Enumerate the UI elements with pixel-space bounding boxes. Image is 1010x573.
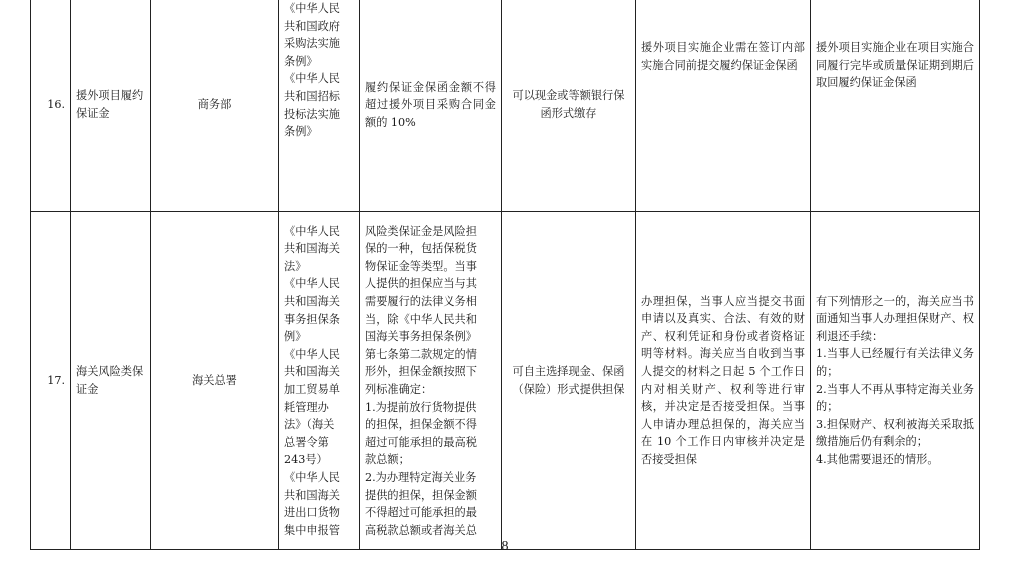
- amount-line: 人提供的担保应当与其: [365, 277, 477, 291]
- amount-line: 当，除《中华人民共和: [365, 312, 477, 326]
- legal-basis-line: 《中华人民: [284, 72, 340, 86]
- payment-form: 可自主选择现金、保函（保险）形式提供担保: [502, 212, 636, 550]
- amount-line: 物保证金等类型。当事: [365, 259, 477, 273]
- legal-basis-line: 共和国政府: [284, 19, 340, 33]
- amount-line: 不得超过可能承担的最: [365, 506, 477, 520]
- procedure: 办理担保，当事人应当提交书面申请以及真实、合法、有效的财产、权利凭证和身份或者资格证明等材料。海关应当自收到当事人提交的材料之日起 5 个工作日内对相关财产、权利等进行审核，并决定是否接受担保。当事人申请办理总担保的，海关应当在 10 个工作日内审核并决定是否接受担保: [636, 212, 811, 550]
- legal-basis-line: 集中申报管: [284, 523, 340, 537]
- amount-line: 形外，担保金额按照下: [365, 365, 477, 379]
- amount-line: 2.为办理特定海关业务: [365, 470, 477, 484]
- legal-basis-line: 共和国海关: [284, 488, 340, 502]
- amount-line: 需要履行的法律义务相: [365, 295, 477, 309]
- amount-line: 第七条第二款规定的情: [365, 347, 477, 361]
- legal-basis-line: 共和国海关: [284, 242, 340, 256]
- legal-basis-line: 《中华人民: [284, 347, 340, 361]
- legal-basis-line: 《中华人民: [284, 277, 340, 291]
- return-line: 1.当事人已经履行有关法律义务的；: [816, 347, 974, 378]
- amount-line: 列标准确定：: [365, 383, 433, 396]
- page-number: 8: [501, 539, 509, 554]
- table-row: [31, 212, 980, 550]
- legal-basis-line: 加工贸易单: [284, 383, 340, 396]
- amount-line: 的担保，担保金额不得: [365, 418, 477, 432]
- return-procedure: [811, 212, 980, 550]
- amount-standard: 履约保证金保函金额不得超过援外项目采购合同金额的 10%: [360, 0, 502, 212]
- return-line: 4.其他需要退还的情形。: [816, 452, 939, 466]
- legal-basis-line: 《中华人民: [284, 470, 340, 484]
- legal-basis-line: 条例》: [284, 125, 318, 139]
- guarantee-deposit-table: [30, 0, 980, 550]
- amount-line: 1.为提前放行货物提供: [365, 400, 477, 414]
- legal-basis-line: 共和国海关: [284, 365, 340, 379]
- legal-basis-line: 投标法实施: [284, 107, 340, 121]
- legal-basis-line: 《中华人民: [284, 2, 340, 15]
- return-procedure: 援外项目实施企业在项目实施合同履行完毕或质量保证期到期后取回履约保证金保函: [811, 0, 980, 212]
- row-number: 16.: [31, 0, 71, 212]
- legal-basis-line: 法》: [284, 259, 307, 273]
- legal-basis-line: 总署令第: [284, 435, 329, 449]
- legal-basis-line: 进出口货物: [284, 506, 340, 520]
- amount-line: 保的一种，包括保税货: [365, 242, 477, 256]
- legal-basis-line: 法》（海关: [284, 418, 335, 432]
- return-line: 有下列情形之一的，海关应当书面通知当事人办理担保财产、权利退还手续：: [816, 294, 974, 343]
- amount-line: 国海关事务担保条例》: [365, 330, 477, 344]
- amount-line: 超过可能承担的最高税: [365, 435, 477, 449]
- department: 商务部: [151, 0, 279, 212]
- amount-line: 高税款总额或者海关总: [365, 523, 477, 537]
- procedure: 援外项目实施企业需在签订内部实施合同前提交履约保证金保函: [636, 0, 811, 212]
- amount-line: 款总额；: [365, 453, 410, 467]
- legal-basis-line: 采购法实施: [284, 37, 340, 51]
- deposit-name: 海关风险类保证金: [71, 212, 151, 550]
- row-number: 17.: [31, 212, 71, 550]
- amount-line: 风险类保证金是风险担: [365, 224, 477, 238]
- legal-basis-line: 例》: [284, 330, 307, 344]
- legal-basis-line: 《中华人民: [284, 224, 340, 238]
- legal-basis-line: 共和国招标: [284, 89, 340, 103]
- legal-basis: [279, 0, 360, 212]
- payment-form: 可以现金或等额银行保函形式缴存: [502, 0, 636, 212]
- legal-basis-line: 耗管理办: [284, 400, 329, 414]
- legal-basis-line: 条例》: [284, 54, 318, 68]
- department: 海关总署: [151, 212, 279, 550]
- legal-basis-line: 243号）: [284, 453, 328, 467]
- legal-basis-line: 事务担保条: [284, 312, 340, 326]
- amount-standard: [360, 212, 502, 550]
- legal-basis-line: 共和国海关: [284, 295, 340, 309]
- deposit-name: 援外项目履约保证金: [71, 0, 151, 212]
- return-line: 3.担保财产、权利被海关采取抵缴措施后仍有剩余的；: [816, 417, 974, 449]
- legal-basis: [279, 212, 360, 550]
- table-row: [31, 0, 980, 212]
- return-line: 2.当事人不再从事特定海关业务的；: [816, 382, 974, 414]
- amount-line: 提供的担保，担保金额: [365, 488, 477, 502]
